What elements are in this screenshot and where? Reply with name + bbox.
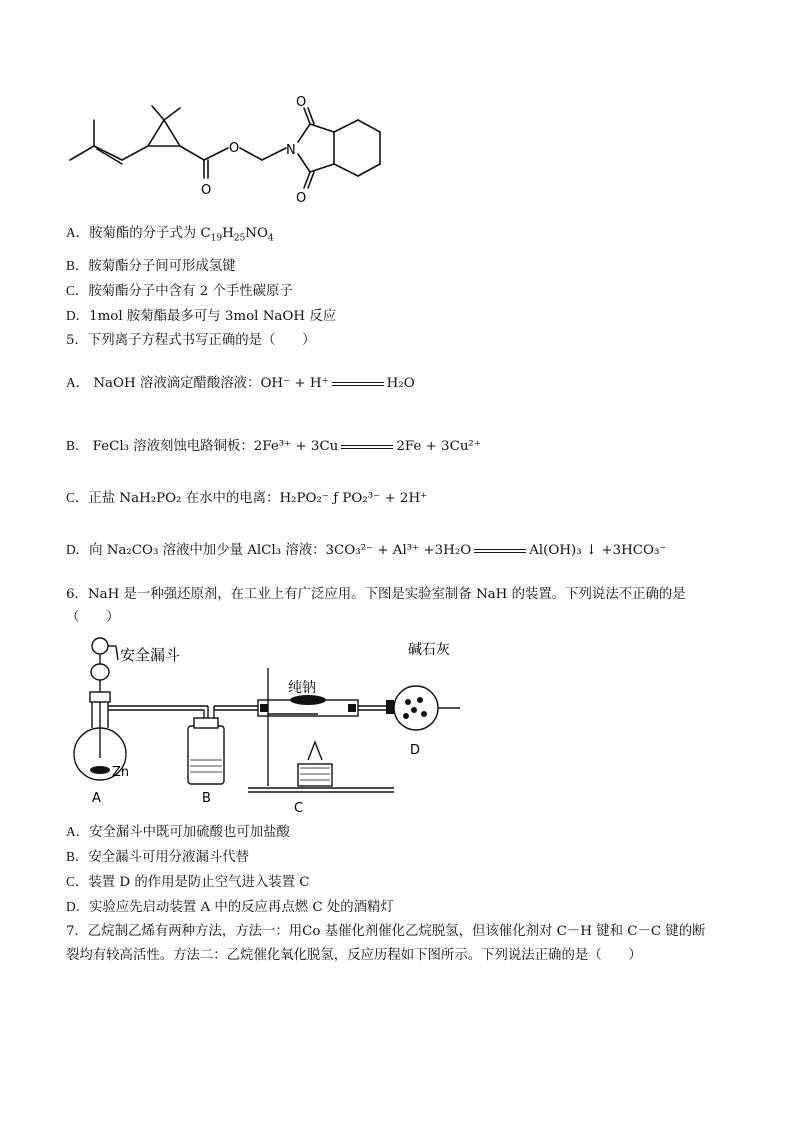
figure-label-soda-lime: 碱石灰 <box>408 642 450 658</box>
q5-stem: 5．下列离子方程式书写正确的是（ ） <box>66 333 316 348</box>
q7-stem-line1: 7．乙烷制乙烯有两种方法，方法一：用Co 基催化剂催化乙烷脱氢，但该催化剂对 C－H 键和 C－C 键的断 <box>66 924 706 939</box>
q6-stem-line2: （ ） <box>66 610 120 625</box>
q6-option-b: B．安全漏斗可用分液漏斗代替 <box>66 849 250 865</box>
q4-option-c: C．胺菊酯分子中含有 2 个手性碳原子 <box>66 283 293 299</box>
q6-option-d: D．实验应先启动装置 A 中的反应再点燃 C 处的酒精灯 <box>66 899 394 915</box>
figure-label-d: D <box>410 743 421 758</box>
q6-option-c: C．装置 D 的作用是防止空气进入装置 C <box>66 874 310 890</box>
atom-label-o-ester-carbonyl: O <box>201 183 212 198</box>
q4-option-d: D．1mol 胺菊酯最多可与 3mol NaOH 反应 <box>66 308 337 324</box>
q6-option-a: A．安全漏斗中既可加硫酸也可加盐酸 <box>66 824 290 840</box>
figure-label-a: A <box>92 791 101 806</box>
atom-label-o-ester: O <box>229 141 240 156</box>
q7-stem-line2: 裂均有较高活性。方法二：乙烷催化氧化脱氢，反应历程如下图所示。下列说法正确的是（ ） <box>66 948 642 963</box>
atom-label-o-top: O <box>296 95 307 110</box>
nah-apparatus-figure <box>68 630 468 816</box>
equals-arrow-icon <box>341 442 393 452</box>
equals-arrow-icon <box>332 379 384 389</box>
figure-label-pure-sodium: 纯钠 <box>288 680 316 696</box>
equals-arrow-icon <box>474 546 526 556</box>
atom-label-n: N <box>286 143 296 158</box>
q6-stem-line1: 6．NaH 是一种强还原剂，在工业上有广泛应用。下图是实验室制备 NaH 的装置。下列说法不正确的是 <box>66 587 686 602</box>
figure-label-b: B <box>202 791 211 806</box>
q5-option-d: D．向 Na₂CO₃ 溶液中加少量 AlCl₃ 溶液：3CO₃²⁻ + Al³⁺ +3H₂O Al(OH)₃ ↓ +3HCO₃⁻ <box>66 542 667 558</box>
q5-option-b: B． FeCl₃ 溶液刻蚀电路铜板：2Fe³⁺ + 3Cu 2Fe + 3Cu²⁺ <box>66 438 481 454</box>
figure-label-zn: Zn <box>112 765 130 780</box>
figure-label-c: C <box>294 801 304 816</box>
q4-option-a: A．胺菊酯的分子式为 $C_{19}H_{25}NO_4$ <box>66 225 274 244</box>
figure-label-safety-funnel: 安全漏斗 <box>120 646 181 664</box>
q5-option-c: C．正盐 NaH₂PO₂ 在水中的电离：H₂PO₂⁻ ƒ PO₂³⁻ + 2H⁺ <box>66 490 428 506</box>
q4-formula: $C_{19}H_{25}NO_4$ <box>200 226 274 244</box>
q5-option-a: A． NaOH 溶液滴定醋酸溶液：OH⁻ + H⁺ H₂O <box>66 375 415 391</box>
q4-option-b: B．胺菊酯分子间可形成氢键 <box>66 258 236 274</box>
tetramethrin-structure-figure <box>64 94 394 206</box>
atom-label-o-bottom: O <box>296 191 307 206</box>
